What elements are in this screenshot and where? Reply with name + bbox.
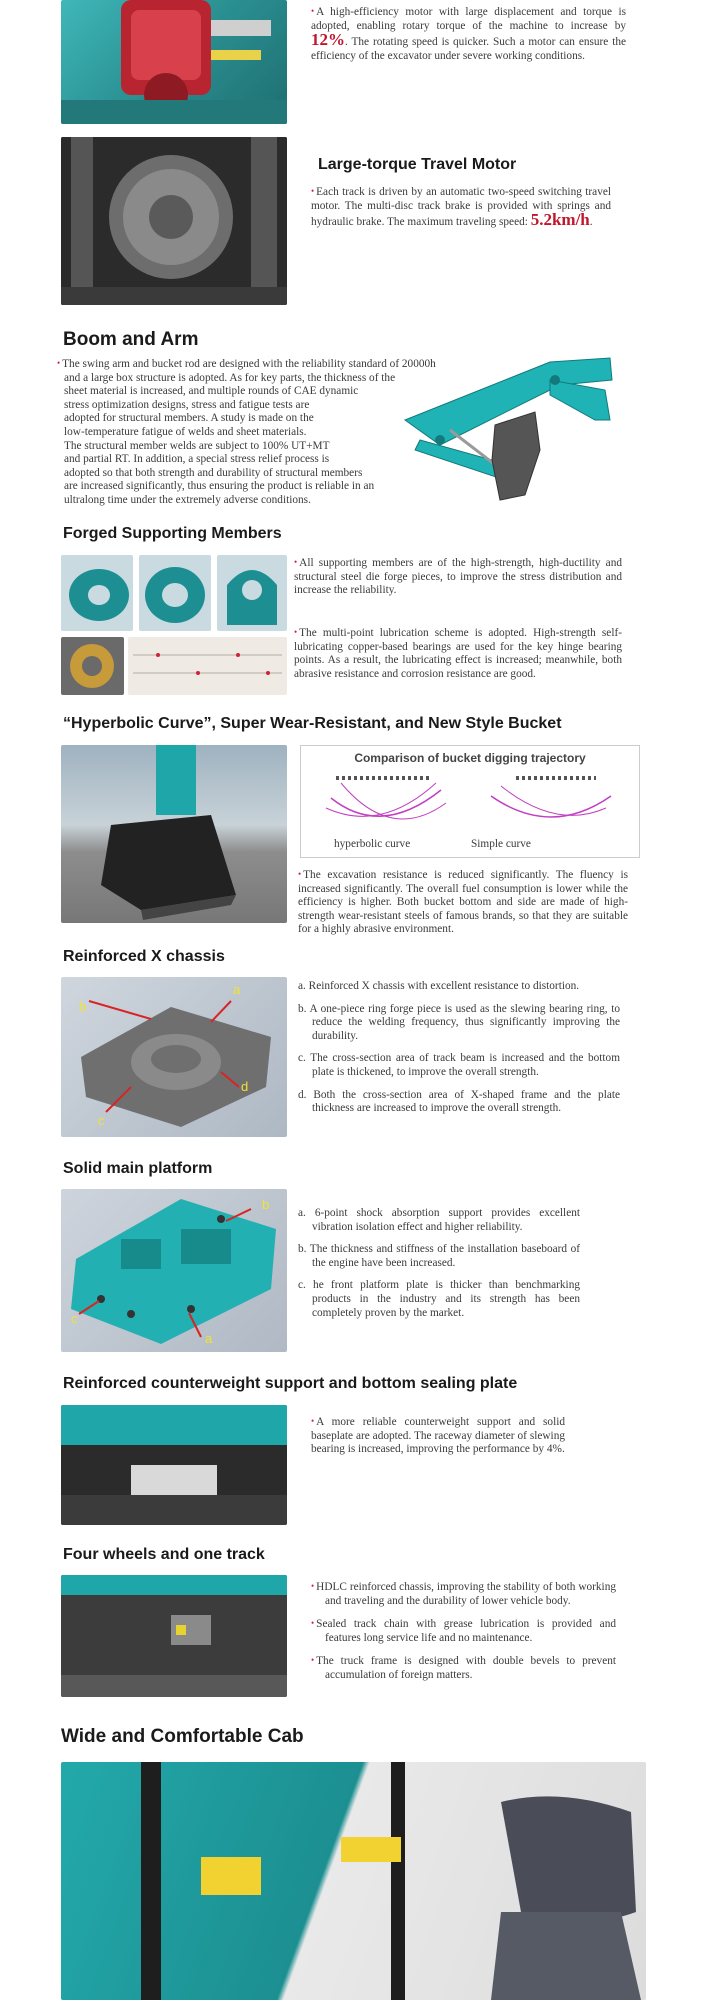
chassis-title: Reinforced X chassis [63, 948, 225, 965]
swing-motor-photo [61, 0, 287, 124]
boom-title: Boom and Arm [63, 329, 199, 350]
bucket-title: “Hyperbolic Curve”, Super Wear-Resistant, and New Style Bucket [63, 715, 562, 732]
boom-line: ultralong time under the extremely adverse conditions. [64, 493, 311, 506]
bucket-photo [61, 745, 287, 923]
travel-big-value: 5.2km/h [530, 210, 590, 230]
intro-text [311, 5, 626, 63]
boom-line: adopted so that both strength and durability of structural members [64, 466, 363, 479]
travel-text-b: . [589, 216, 593, 229]
boom-line: and partial RT. In addition, a special stress relief process is [64, 453, 330, 466]
chassis-label: a [233, 982, 241, 997]
lubrication-drawing [128, 637, 287, 695]
forged-part-photo [217, 555, 287, 631]
travel-motor-title: Large-torque Travel Motor [318, 156, 517, 173]
platform-item: a. 6-point shock absorption support provides excellent vibration isolation effect and higher reliability. [298, 1207, 580, 1233]
chassis-item: d. Both the cross-section area of X-shaped frame and the plate thickness are increased to improve the overall strength. [298, 1088, 620, 1115]
cab-title: Wide and Comfortable Cab [61, 1726, 304, 1747]
platform-illustration [61, 1189, 287, 1352]
chassis-item: a. Reinforced X chassis with excellent resistance to distortion. [298, 980, 580, 992]
bullet-icon: • [57, 358, 61, 368]
track-illustration [61, 1575, 287, 1697]
forged-part-photo [139, 555, 211, 631]
travel-motor-text [311, 185, 611, 230]
boom-arm-illustration [400, 350, 620, 510]
chassis-render [61, 977, 287, 1137]
forged-text-1: • All supporting members are of the high-strength, high-ductility and structural steel die forge pieces, to improve the stress distribution and increase the reliability. [294, 557, 622, 597]
boom-line: adopted for structural members. A study is made on the [64, 412, 314, 425]
counterweight-text: • A more reliable counterweight support and solid baseplate are adopted. The raceway diameter of slewing bearing is increased, improving the performance by 4%. [311, 1416, 565, 1456]
platform-label: a [205, 1331, 213, 1346]
chassis-label: d [241, 1079, 249, 1094]
boom-line: sheet material is increased, and multiple rounds of CAE dynamic [64, 385, 359, 398]
intro-big-value: 12% [311, 30, 345, 50]
boom-line: The structural member welds are subject to 100% UT+MT [64, 439, 330, 452]
track-photo [61, 1575, 287, 1697]
bullet-icon: • [311, 1416, 315, 1426]
trajectory-diagram [300, 745, 640, 858]
bearing-photo [61, 637, 124, 695]
travel-text-a: Each track is driven by an automatic two-speed switching travel motor. The multi-disc track brake is provided with springs and hydraulic brake. The maximum traveling speed: [311, 186, 611, 229]
bullet-icon: • [311, 1581, 315, 1591]
bearing-icon [61, 637, 124, 695]
bucket-illustration [61, 745, 287, 923]
chassis-illustration [61, 977, 287, 1137]
boom-line: stress optimization designs, stress and fatigue tests are [64, 398, 310, 411]
bullet-icon: • [294, 557, 298, 567]
counterweight-title: Reinforced counterweight support and bottom sealing plate [63, 1375, 518, 1392]
forged-part-icon [139, 555, 211, 631]
cab-illustration [61, 1762, 646, 2000]
label-simple: Simple curve [471, 838, 531, 850]
wheels-list [311, 1580, 616, 1692]
intro-text-b: . The rotating speed is quicker. Such a motor can ensure the efficiency of the excavator under severe working conditions. [311, 36, 626, 62]
lubrication-drawing-icon [128, 637, 287, 695]
swing-motor-illustration [61, 0, 287, 124]
boom-line: low-temperature fatigue of welds and sheet materials. [64, 425, 307, 438]
counterweight-illustration [61, 1405, 287, 1525]
forged-title: Forged Supporting Members [63, 525, 282, 542]
wheels-item: • The truck frame is designed with double bevels to prevent accumulation of foreign matters. [311, 1655, 616, 1681]
cab-photo [61, 1762, 646, 2000]
platform-item: b. The thickness and stiffness of the installation baseboard of the engine have been increased. [298, 1243, 580, 1269]
travel-motor-photo [61, 137, 287, 305]
intro-text-a: A high-efficiency motor with large displacement and torque is adopted, enabling rotary torque of the machine to increase by [311, 6, 626, 32]
bucket-text: • The excavation resistance is reduced significantly. The fluency is increased significantly. The overall fuel consumption is lower while the efficiency is higher. Both bucket bottom and side are made of high-strength wear-resistant steels of famous brands, so that they are suitable for a highly abrasive environment. [298, 869, 628, 936]
forged-text-2: • The multi-point lubrication scheme is adopted. High-strength self-lubricating copper-based bearings are used for the key hinge bearing points. As a result, the lubricating effect is increased; meanwhile, both abrasive resistance and corrosion resistance are good. [294, 627, 622, 680]
bullet-icon: • [294, 627, 298, 637]
chassis-list [298, 980, 620, 1125]
bullet-icon: • [311, 1655, 315, 1666]
bullet-icon: • [311, 6, 315, 16]
counterweight-photo [61, 1405, 287, 1525]
boom-line: are increased significantly, thus ensuring the product is reliable in an [64, 480, 375, 493]
platform-title: Solid main platform [63, 1160, 213, 1177]
trajectory-curves [321, 768, 621, 830]
platform-list [298, 1207, 580, 1329]
wheels-item: • HDLC reinforced chassis, improving the stability of both working and traveling and the durability of lower vehicle body. [311, 1581, 616, 1607]
forged-part-icon [217, 555, 287, 631]
chassis-label: b [79, 999, 87, 1014]
bullet-icon: • [298, 869, 302, 879]
boom-line: and a large box structure is adopted. As for key parts, the thickness of the [64, 371, 396, 384]
platform-label: b [262, 1197, 270, 1212]
travel-motor-illustration [61, 137, 287, 305]
bullet-icon: • [311, 1618, 315, 1629]
boom-line: • The swing arm and bucket rod are designed with the reliability standard of 20000h [57, 358, 436, 370]
forged-part-photo [61, 555, 133, 631]
chassis-label: c [98, 1113, 105, 1128]
platform-render [61, 1189, 287, 1352]
platform-label: c [71, 1311, 78, 1326]
wheels-item: • Sealed track chain with grease lubrication is provided and features long service life and no maintenance. [311, 1618, 616, 1644]
chassis-item: c. The cross-section area of track beam is increased and the bottom plate is thickened, to improve the overall strength. [298, 1052, 620, 1078]
forged-part-icon [61, 555, 133, 631]
platform-item: c. he front platform plate is thicker than benchmarking products in the industry and its strength has been completely proven by the market. [298, 1279, 580, 1319]
bullet-icon: • [311, 186, 315, 196]
chassis-item: b. A one-piece ring forge piece is used as the slewing bearing ring, to reduce the welding frequency, thus significantly improving the durability. [298, 1002, 620, 1042]
label-hyperbolic: hyperbolic curve [334, 838, 411, 850]
wheels-title: Four wheels and one track [63, 1546, 265, 1563]
diagram-title: Comparison of bucket digging trajectory [354, 751, 586, 765]
